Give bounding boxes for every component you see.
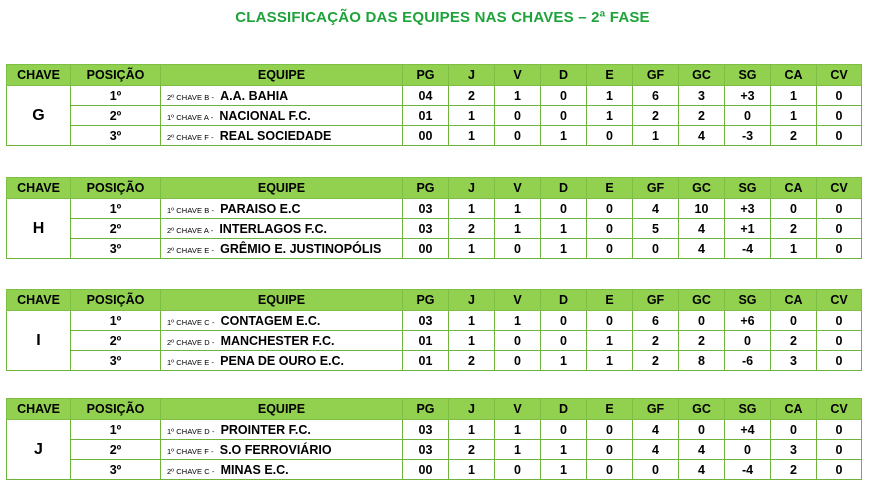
standings-table [6,177,862,259]
stat-v: 1 [495,311,541,331]
team-cell [161,311,403,331]
stat-ca: 0 [771,199,817,219]
team-origin: 2º CHAVE E - [167,245,215,255]
header-sg: SG [725,178,771,199]
header-equipe: EQUIPE [161,178,403,199]
stat-gc: 4 [679,239,725,259]
group-chave-3 [6,398,862,480]
stat-gc: 2 [679,331,725,351]
stat-d: 0 [541,311,587,331]
header-pg: PG [403,178,449,199]
standings-table [6,289,862,371]
stat-sg: +3 [725,199,771,219]
stat-gf: 2 [633,331,679,351]
stat-pg: 03 [403,219,449,239]
stat-j: 1 [449,331,495,351]
team-name: PARAISO E.C [220,201,301,216]
stat-sg: -3 [725,126,771,146]
stat-ca: 2 [771,331,817,351]
stat-j: 1 [449,420,495,440]
header-posicao: POSIÇÃO [71,399,161,420]
stat-cv: 0 [817,199,862,219]
stat-pg: 01 [403,351,449,371]
stat-cv: 0 [817,106,862,126]
stat-v: 0 [495,351,541,371]
header-chave: CHAVE [7,399,71,420]
header-v: V [495,290,541,311]
table-row [7,351,862,371]
stat-j: 1 [449,126,495,146]
stat-gc: 4 [679,126,725,146]
position-cell: 1º [71,86,161,106]
stat-pg: 03 [403,420,449,440]
header-gf: GF [633,65,679,86]
stat-e: 0 [587,420,633,440]
position-cell: 1º [71,311,161,331]
header-v: V [495,65,541,86]
stat-d: 1 [541,239,587,259]
stat-e: 0 [587,239,633,259]
stat-e: 0 [587,199,633,219]
group-chave-0 [6,64,862,146]
team-name: CONTAGEM E.C. [220,313,321,328]
stat-sg: -4 [725,239,771,259]
team-origin: 2º CHAVE F - [167,132,214,142]
stat-gf: 6 [633,86,679,106]
team-cell [161,351,403,371]
stat-gc: 2 [679,106,725,126]
stat-e: 0 [587,460,633,480]
chave-letter: J [7,420,71,480]
stat-e: 1 [587,351,633,371]
stat-sg: 0 [725,440,771,460]
header-j: J [449,399,495,420]
stat-cv: 0 [817,460,862,480]
team-origin: 2º CHAVE D - [167,337,215,347]
header-sg: SG [725,65,771,86]
standings-table [6,64,862,146]
team-cell [161,460,403,480]
header-posicao: POSIÇÃO [71,290,161,311]
stat-ca: 3 [771,440,817,460]
team-origin: 1º CHAVE E - [167,357,215,367]
stat-sg: +4 [725,420,771,440]
stat-e: 0 [587,311,633,331]
stat-gf: 0 [633,239,679,259]
stat-gc: 0 [679,311,725,331]
stat-ca: 2 [771,460,817,480]
header-pg: PG [403,65,449,86]
stat-v: 0 [495,460,541,480]
header-posicao: POSIÇÃO [71,178,161,199]
stat-ca: 1 [771,106,817,126]
chave-letter: G [7,86,71,146]
team-cell [161,199,403,219]
team-origin: 1º CHAVE A - [167,112,214,122]
table-row [7,199,862,219]
header-equipe: EQUIPE [161,65,403,86]
header-chave: CHAVE [7,65,71,86]
position-cell: 2º [71,106,161,126]
header-row [7,65,862,86]
chave-letter: H [7,199,71,259]
team-name: INTERLAGOS F.C. [219,221,327,236]
stat-d: 1 [541,440,587,460]
team-cell [161,126,403,146]
stat-gc: 4 [679,460,725,480]
stat-pg: 03 [403,440,449,460]
stat-v: 1 [495,86,541,106]
header-gc: GC [679,65,725,86]
header-cv: CV [817,290,862,311]
stat-j: 1 [449,311,495,331]
stat-cv: 0 [817,239,862,259]
header-d: D [541,178,587,199]
header-gf: GF [633,178,679,199]
team-cell [161,239,403,259]
header-cv: CV [817,399,862,420]
table-row [7,440,862,460]
stat-cv: 0 [817,86,862,106]
team-name: MINAS E.C. [220,462,289,477]
header-equipe: EQUIPE [161,399,403,420]
stat-ca: 1 [771,239,817,259]
stat-cv: 0 [817,440,862,460]
header-gc: GC [679,290,725,311]
stat-pg: 04 [403,86,449,106]
team-name: PENA DE OURO E.C. [220,353,345,368]
team-cell [161,106,403,126]
header-gf: GF [633,399,679,420]
stat-ca: 3 [771,351,817,371]
team-origin: 1º CHAVE C - [167,317,215,327]
position-cell: 3º [71,239,161,259]
header-e: E [587,178,633,199]
stat-pg: 01 [403,331,449,351]
stat-v: 0 [495,126,541,146]
stat-pg: 00 [403,460,449,480]
position-cell: 1º [71,199,161,219]
team-name: A.A. BAHIA [220,88,289,103]
team-origin: 2º CHAVE C - [167,466,215,476]
header-d: D [541,290,587,311]
team-name: NACIONAL F.C. [219,108,311,123]
header-e: E [587,65,633,86]
position-cell: 1º [71,420,161,440]
team-cell [161,331,403,351]
team-name: MANCHESTER F.C. [220,333,335,348]
header-posicao: POSIÇÃO [71,65,161,86]
stat-v: 1 [495,440,541,460]
team-origin: 2º CHAVE B - [167,92,215,102]
stat-gf: 5 [633,219,679,239]
stat-gc: 4 [679,219,725,239]
stat-e: 0 [587,440,633,460]
header-pg: PG [403,399,449,420]
header-gf: GF [633,290,679,311]
stat-ca: 0 [771,311,817,331]
stat-e: 1 [587,86,633,106]
header-row [7,399,862,420]
stat-j: 1 [449,460,495,480]
stat-d: 0 [541,331,587,351]
stat-pg: 03 [403,311,449,331]
stat-v: 0 [495,106,541,126]
group-chave-2 [6,289,862,371]
header-chave: CHAVE [7,178,71,199]
stat-ca: 0 [771,420,817,440]
position-cell: 2º [71,331,161,351]
stat-e: 1 [587,106,633,126]
stat-d: 0 [541,420,587,440]
table-row [7,311,862,331]
header-v: V [495,399,541,420]
team-origin: 1º CHAVE F - [167,446,214,456]
standings-table [6,398,862,480]
stat-sg: +1 [725,219,771,239]
table-row [7,420,862,440]
stat-d: 0 [541,106,587,126]
stat-v: 0 [495,239,541,259]
stat-v: 1 [495,420,541,440]
stat-gf: 2 [633,106,679,126]
header-chave: CHAVE [7,290,71,311]
stat-cv: 0 [817,126,862,146]
stat-sg: +6 [725,311,771,331]
header-d: D [541,399,587,420]
stat-gc: 8 [679,351,725,371]
header-ca: CA [771,65,817,86]
table-row [7,86,862,106]
header-ca: CA [771,290,817,311]
stat-gc: 3 [679,86,725,106]
header-v: V [495,178,541,199]
position-cell: 2º [71,440,161,460]
stat-j: 1 [449,199,495,219]
header-j: J [449,65,495,86]
stat-e: 1 [587,331,633,351]
team-name: PROINTER F.C. [220,422,311,437]
position-cell: 2º [71,219,161,239]
header-j: J [449,290,495,311]
stat-pg: 00 [403,239,449,259]
stat-gc: 4 [679,440,725,460]
header-ca: CA [771,399,817,420]
stat-sg: -6 [725,351,771,371]
stat-pg: 01 [403,106,449,126]
stat-ca: 2 [771,126,817,146]
stat-e: 0 [587,126,633,146]
header-d: D [541,65,587,86]
stat-pg: 03 [403,199,449,219]
header-e: E [587,399,633,420]
team-name: GRÊMIO E. JUSTINOPÓLIS [220,241,382,256]
header-row [7,178,862,199]
stat-pg: 00 [403,126,449,146]
header-pg: PG [403,290,449,311]
table-row [7,331,862,351]
stat-cv: 0 [817,351,862,371]
stat-d: 1 [541,219,587,239]
stat-sg: -4 [725,460,771,480]
stat-e: 0 [587,219,633,239]
stat-cv: 0 [817,420,862,440]
team-cell [161,420,403,440]
position-cell: 3º [71,126,161,146]
header-j: J [449,178,495,199]
page-title: CLASSIFICAÇÃO DAS EQUIPES NAS CHAVES – 2ª FASE [235,9,650,26]
stat-sg: +3 [725,86,771,106]
team-origin: 1º CHAVE B - [167,205,215,215]
stat-cv: 0 [817,219,862,239]
header-gc: GC [679,178,725,199]
stat-gc: 0 [679,420,725,440]
team-cell [161,440,403,460]
team-name: REAL SOCIEDADE [219,128,332,143]
stat-ca: 2 [771,219,817,239]
stat-gf: 4 [633,440,679,460]
stat-gf: 2 [633,351,679,371]
table-row [7,126,862,146]
stat-d: 0 [541,86,587,106]
stat-d: 1 [541,460,587,480]
table-row [7,106,862,126]
stat-j: 1 [449,239,495,259]
table-row [7,460,862,480]
stat-gf: 4 [633,199,679,219]
header-gc: GC [679,399,725,420]
stat-j: 2 [449,86,495,106]
stat-v: 1 [495,199,541,219]
table-row [7,239,862,259]
group-chave-1 [6,177,862,259]
team-origin: 1º CHAVE D - [167,426,215,436]
stat-gf: 6 [633,311,679,331]
team-name: S.O FERROVIÁRIO [219,442,332,457]
stat-v: 1 [495,219,541,239]
chave-letter: I [7,311,71,371]
stat-gc: 10 [679,199,725,219]
stat-d: 1 [541,126,587,146]
stat-cv: 0 [817,331,862,351]
header-equipe: EQUIPE [161,290,403,311]
stat-ca: 1 [771,86,817,106]
stat-gf: 4 [633,420,679,440]
position-cell: 3º [71,351,161,371]
stat-gf: 1 [633,126,679,146]
stat-v: 0 [495,331,541,351]
header-sg: SG [725,290,771,311]
header-cv: CV [817,65,862,86]
table-row [7,219,862,239]
position-cell: 3º [71,460,161,480]
header-cv: CV [817,178,862,199]
stat-d: 0 [541,199,587,219]
stat-gf: 0 [633,460,679,480]
stat-cv: 0 [817,311,862,331]
team-origin: 2º CHAVE A - [167,225,214,235]
stat-sg: 0 [725,106,771,126]
header-sg: SG [725,399,771,420]
stat-j: 2 [449,219,495,239]
header-ca: CA [771,178,817,199]
stat-sg: 0 [725,331,771,351]
team-cell [161,86,403,106]
stat-j: 2 [449,351,495,371]
team-cell [161,219,403,239]
stat-j: 1 [449,106,495,126]
header-row [7,290,862,311]
header-e: E [587,290,633,311]
stat-j: 2 [449,440,495,460]
stat-d: 1 [541,351,587,371]
